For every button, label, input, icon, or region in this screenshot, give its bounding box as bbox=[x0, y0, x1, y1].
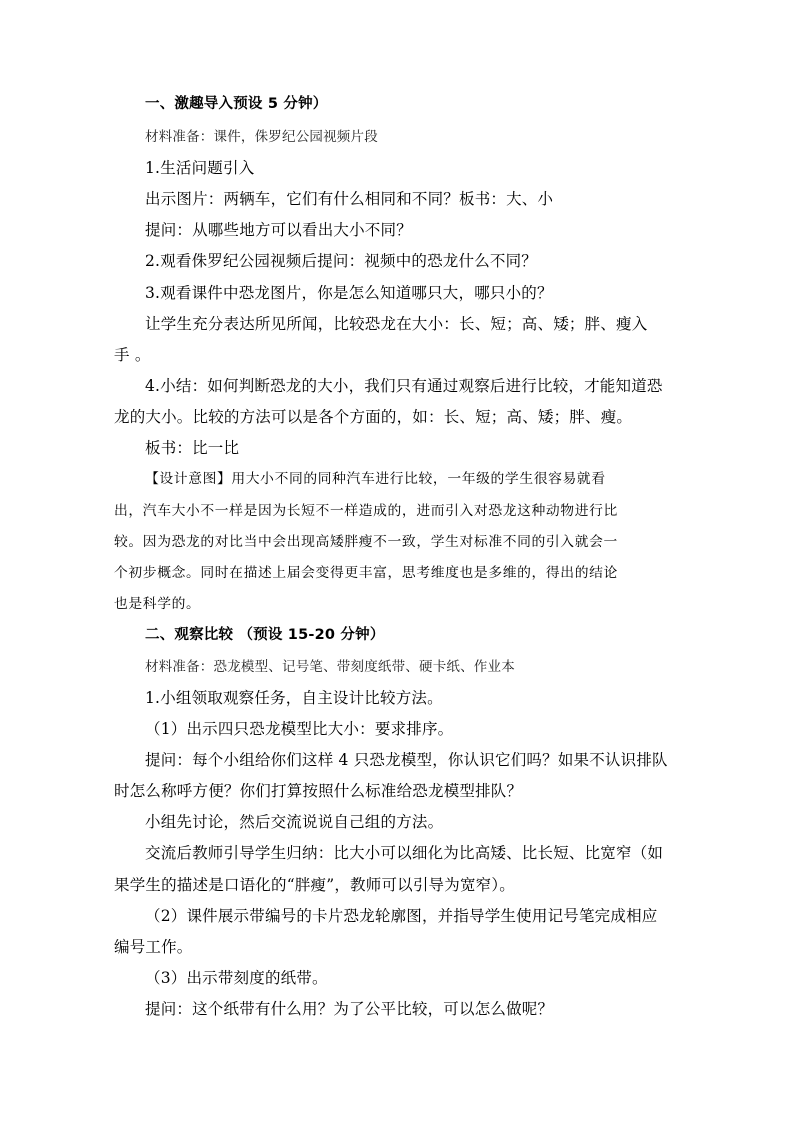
section1-item4-line1: 4.小结：如何判断恐龙的大小，我们只有通过观察后进行比较，才能知道恐 bbox=[145, 377, 663, 395]
section2-discuss: 小组先讨论，然后交流说说自己组的方法。 bbox=[145, 813, 444, 831]
section2-summary-line1: 交流后教师引导学生归纳：比大小可以细化为比高矮、比长短、比宽窄（如 bbox=[145, 844, 664, 862]
section1-item2: 2.观看侏罗纪公园视频后提问：视频中的恐龙什么不同？ bbox=[145, 252, 537, 270]
section1-item3: 3.观看课件中恐龙图片，你是怎么知道哪只大，哪只小的？ bbox=[145, 284, 553, 302]
design-intent-line4: 个初步概念。同时在描述上届会变得更丰富，思考维度也是多维的，得出的结论 bbox=[114, 565, 618, 581]
section2-sub1: （1）出示四只恐龙模型比大小：要求排序。 bbox=[145, 720, 454, 738]
section1-item4-line2: 龙的大小。比较的方法可以是各个方面的，如：长、短；高、矮；胖、瘦。 bbox=[114, 408, 633, 426]
section2-question1-line1: 提问：每个小组给你们这样 4 只恐龙模型，你认识它们吗？如果不认识排队 bbox=[145, 751, 668, 769]
section2-materials: 材料准备：恐龙模型、记号笔、带刻度纸带、硬卡纸、作业本 bbox=[145, 659, 515, 675]
section2-question2: 提问：这个纸带有什么用？为了公平比较，可以怎么做呢？ bbox=[145, 1000, 554, 1018]
section2-summary-line2: 果学生的描述是口语化的“胖瘦”，教师可以引导为宽窄）。 bbox=[114, 876, 515, 894]
section1-board: 板书：比一比 bbox=[145, 439, 240, 457]
design-intent-line3: 较。因为恐龙的对比当中会出现高矮胖瘦不一致，学生对标准不同的引入就会一 bbox=[114, 534, 618, 550]
section2-sub3: （3）出示带刻度的纸带。 bbox=[145, 969, 328, 987]
section1-heading: 一、激趣导入预设 5 分钟） bbox=[145, 96, 328, 112]
section2-question1-line2: 时怎么称呼方便？你们打算按照什么标准给恐龙模型排队？ bbox=[114, 782, 523, 800]
section2-sub2-line2: 编号工作。 bbox=[114, 938, 193, 956]
section2-sub2-line1: （2）课件展示带编号的卡片恐龙轮廓图，并指导学生使用记号笔完成相应 bbox=[145, 907, 658, 925]
section2-heading: 二、观察比较 （预设 15-20 分钟） bbox=[145, 627, 385, 643]
section1-line-c2: 手 。 bbox=[114, 346, 151, 364]
design-intent-line2: 出，汽车大小不一样是因为长短不一样造成的，进而引入对恐龙这种动物进行比 bbox=[114, 503, 618, 519]
section1-line-b: 提问：从哪些地方可以看出大小不同？ bbox=[145, 221, 412, 239]
section1-line-c1: 让学生充分表达所见所闻，比较恐龙在大小：长、短；高、矮；胖、瘦入 bbox=[145, 315, 648, 333]
design-intent-line1: 【设计意图】用大小不同的同种汽车进行比较，一年级的学生很容易就看 bbox=[145, 471, 606, 487]
section1-item1: 1.生活问题引入 bbox=[145, 159, 255, 177]
design-intent-line5: 也是科学的。 bbox=[114, 596, 201, 612]
section2-item1: 1.小组领取观察任务，自主设计比较方法。 bbox=[145, 689, 443, 707]
section1-materials: 材料准备：课件，侏罗纪公园视频片段 bbox=[145, 129, 378, 145]
section1-line-a: 出示图片：两辆车，它们有什么相同和不同？板书：大、小 bbox=[145, 190, 554, 208]
